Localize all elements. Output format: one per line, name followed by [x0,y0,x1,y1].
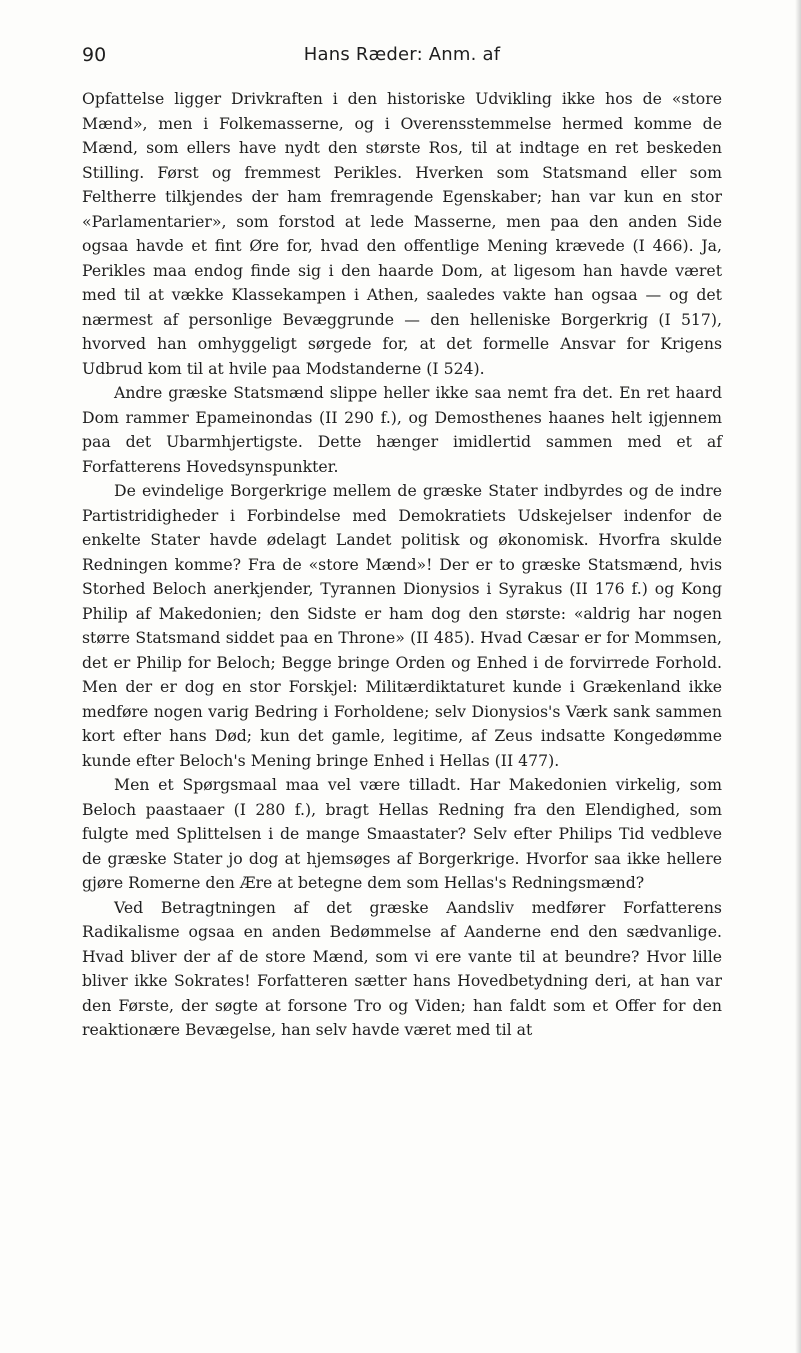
body-text [82,87,722,1043]
paragraph-1: Opfattelse ligger Drivkraften i den historiske Udvikling ikke hos de «store Mænd», men i Folkemasserne, og i Overensstemmelse hermed komme de Mænd, som ellers have nydt den største Ros, til at indtage en ret beskeden Stilling. Først og fremmest Perikles. Hverken som Statsmand eller som Feltherre tilkjendes der ham fremragende Egenskaber; han var kun en stor «Parlamentarier», som forstod at lede Masserne, men paa den anden Side ogsaa havde et fint Øre for, hvad den offentlige Mening krævede (I 466). Ja, Perikles maa endog finde sig i den haarde Dom, at ligesom han havde været med til at vække Klassekampen i Athen, saaledes vakte han ogsaa — og det nærmest af personlige Bevæggrunde — den helleniske Borgerkrig (I 517), hvorved han omhyggeligt sørgede for, at det formelle Ansvar for Krigens Udbrud kom til at hvile paa Modstanderne (I 524). [82,89,722,378]
page-header [82,44,722,72]
paragraph-5: Ved Betragtningen af det græske Aandsliv medfører Forfatterens Radikalisme ogsaa en anden Bedømmelse af Aanderne end den sædvanlige. Hvad bliver der af de store Mænd, som vi ere vante til at beundre? Hvor lille bliver ikke Sokrates! Forfatteren sætter hans Hovedbetydning deri, at han var den Første, der søgte at forsone Tro og Viden; han faldt som et Offer for den reaktionære Bevægelse, han selv havde været med til at [82,897,722,1039]
running-head: Hans Ræder: Anm. af [303,44,501,65]
page-edge-shadow [795,0,801,1353]
paragraph-3: De evindelige Borgerkrige mellem de græske Stater indbyrdes og de indre Partistridigheder i Forbindelse med Demokratiets Udskejelser indenfor de enkelte Stater havde ødelagt Landet politisk og økonomisk. Hvorfra skulde Redningen komme? Fra de «store Mænd»! Der er to græske Statsmænd, hvis Storhed Beloch anerkjender, Tyrannen Dionysios i Syrakus (II 176 f.) og Kong Philip af Makedonien; den Sidste er ham dog den største: «aldrig har nogen større Statsmand siddet paa en Throne» (II 485). Hvad Cæsar er for Mommsen, det er Philip for Beloch; Begge bringe Orden og Enhed i de forvirrede Forhold. Men der er dog en stor Forskjel: Militærdiktaturet kunde i Grækenland ikke medføre nogen varig Bedring i Forholdene; selv Dionysios's Værk sank sammen kort efter hans Død; kun det gamle, legitime, af Zeus indsatte Kongedømme kunde efter Beloch's Mening bringe Enhed i Hellas (II 477). [82,481,722,770]
page-number: 90 [82,44,107,66]
paragraph-4: Men et Spørgsmaal maa vel være tilladt. Har Makedonien virkelig, som Beloch paastaaer (I 280 f.), bragt Hellas Redning fra den Elendighed, som fulgte med Splittelsen i de mange Smaastater? Selv efter Philips Tid vedbleve de græske Stater jo dog at hjemsøges af Borgerkrige. Hvorfor saa ikke hellere gjøre Romerne den Ære at betegne dem som Hellas's Redningsmænd? [82,775,722,892]
paragraph-2: Andre græske Statsmænd slippe heller ikke saa nemt fra det. En ret haard Dom rammer Epameinondas (II 290 f.), og Demosthenes haanes helt igjennem paa det Ubarmhjertigste. Dette hænger imidlertid sammen med et af Forfatterens Hovedsynspunkter. [82,383,722,476]
